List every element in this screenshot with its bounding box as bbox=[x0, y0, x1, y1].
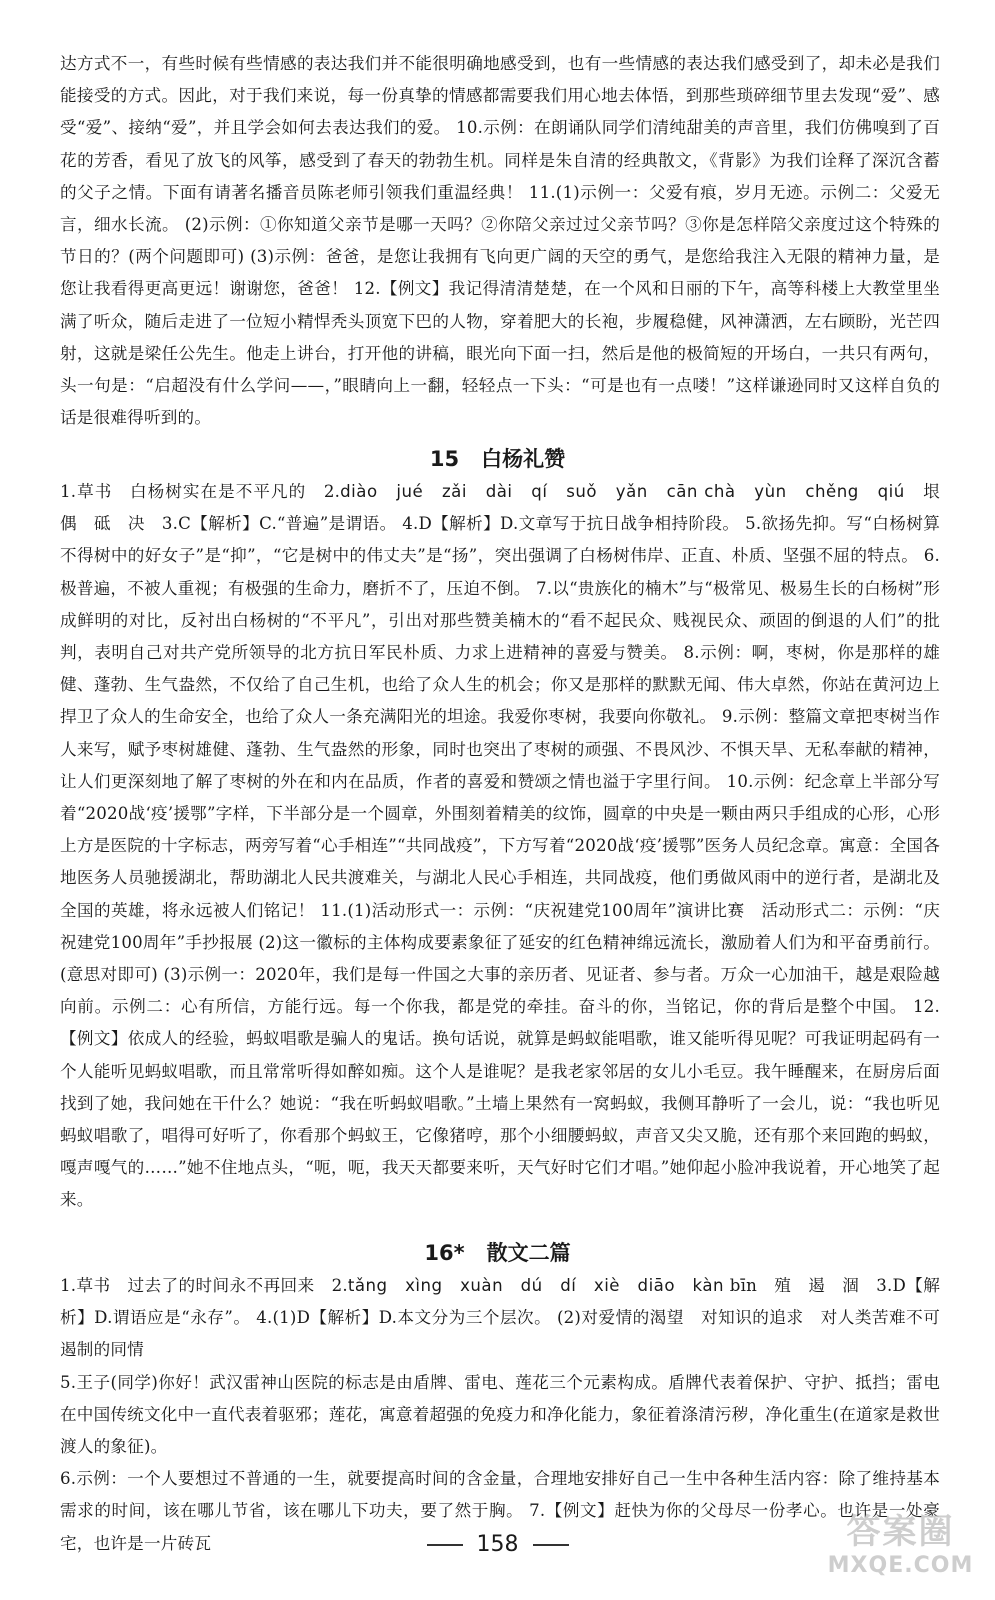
pinyin-16-a: tǎng xìng xuàn dú dí xiè diāo kàn bbox=[347, 1276, 725, 1295]
answer-text-16 bbox=[60, 1270, 940, 1367]
answer-text-15 bbox=[60, 476, 957, 1217]
answer-block-16 bbox=[60, 1270, 940, 1560]
section-number-15: 15 bbox=[429, 447, 460, 471]
answer-15-body: 垠 偶 砥 决 3.C【解析】C.“普遍”是谓语。 4.D【解析】D.文章写于抗日战争相持阶段。 5.欲扬先抑。写“白杨树算不得树中的好女子”是“抑”，“它是树中的伟丈夫”是“扬”，突出强调了白杨树伟岸、正直、朴质、坚强不屈的特点。 6.极普遍，不被人重视；有极强的生命力，磨折不了，压迫不倒。 7.以“贵族化的楠木”与“极常见、极易生长的白杨树”形成鲜明的对比，反衬出白杨树的“不平凡”，引出对那些赞美楠木的“看不起民众、贱视民众、顽固的倒退的人们”的批判，表明自己对共产党所领导的北方抗日军民朴质、力求上进精神的喜爱与赞美。 8.示例：啊，枣树，你是那样的雄健、蓬勃、生气盎然，不仅给了自己生机，也给了众人生的机会；你又是那样的默默无闻、伟大卓然，你站在黄河边上捍卫了众人的生命安全，也给了众人一条充满阳光的坦途。我爱你枣树，我要向你敬礼。 9.示例：整篇文章把枣树当作人来写，赋予枣树雄健、蓬勃、生气盎然的形象，同时也突出了枣树的顽强、不畏风沙、不惧天旱、无私奉献的精神，让人们更深刻地了解了枣树的外在和内在品质，作者的喜爱和赞颂之情也溢于字里行间。 10.示例：纪念章上半部分写着“2020战‘疫’援鄂”字样，下半部分是一个圆章，外围刻着精美的纹饰，圆章的中央是一颗由两只手组成的心形，心形上方是医院的十字标志，两旁写着“心手相连”“共同战疫”，下方写着“2020战‘疫’援鄂”医务人员纪念章。寓意：全国各地医务人员驰援湖北，帮助湖北人民共渡难关，与湖北人民心手相连，共同战疫，他们勇做风雨中的逆行者，是湖北及全国的英雄，将永远被人们铭记！ 11.(1)活动形式一：示例：“庆祝建党100周年”演讲比赛 活动形式二：示例：“庆祝建党100周年”手抄报展 (2)这一徽标的主体构成要素象征了延安的红色精神绵远流长，激励着人们为和平奋勇前行。(意思对即可) (3)示例一：2020年，我们是每一件国之大事的亲历者、见证者、参与者。万众一心加油干，越是艰险越向前。示例二：心有所信，方能行远。每一个你我，都是党的牵挂。奋斗的你，当铭记，你的背后是整个中国。 12.【例文】依成人的经验，蚂蚁唱歌是骗人的鬼话。换句话说，就算是蚂蚁能唱歌，谁又能听得见呢？可我证明起码有一个人能听见蚂蚁唱歌，而且常常听得如醉如痴。这个人是谁呢？是我老家邻居的女儿小毛豆。我午睡醒来，在厨房后面找到了她，我问她在干什么？她说：“我在听蚂蚁唱歌。”土墙上果然有一窝蚂蚁，我侧耳静听了一会儿，说：“我也听见蚂蚁唱歌了，唱得可好听了，你看那个蚂蚁王，它像猪哼，那个小细腰蚂蚁，声音又尖又脆，还有那个来回跑的蚂蚁，嘎声嘎气的……”她不住地点头，“呃，呃，我天天都要来听，天气好时它们才唱。”她仰起小脸冲我说着，开心地笑了起来。 bbox=[60, 482, 957, 1210]
pinyin-15-b: chà yùn chěng qiú bbox=[704, 482, 905, 501]
answer-block-15 bbox=[60, 476, 957, 1217]
watermark-logo bbox=[818, 1512, 983, 1590]
page-number-right-dash bbox=[533, 1544, 569, 1546]
pinyin-15-a: diào jué zǎi dài qí suǒ yǎn cān bbox=[340, 482, 698, 501]
section-title-15: 白杨礼赞 bbox=[481, 447, 566, 471]
answer-16-item5: 5.王子(同学)你好！武汉雷神山医院的标志是由盾牌、雷电、莲花三个元素构成。盾牌代表着保护、守护、抵挡；雷电在中国传统文化中一直代表着驱邪；莲花，寓意着超强的免疫力和净化能力，象征着涤清污秽，净化重生(在道家是救世渡人的象征)。 bbox=[60, 1372, 940, 1457]
page-number-text: 158 bbox=[476, 1532, 519, 1557]
watermark-top-text: 答案圈 bbox=[846, 1512, 955, 1552]
answer-15-line1: 1.草书 白杨树实在是不平凡的 2. bbox=[60, 482, 341, 501]
page-number-left-dash bbox=[427, 1544, 463, 1546]
section-number-16: 16* bbox=[424, 1241, 465, 1265]
watermark-bottom-text: MXQE.COM bbox=[827, 1553, 974, 1578]
answer-16-line1: 1.草书 过去了的时间永不再回来 2. bbox=[60, 1276, 348, 1295]
section-heading-16 bbox=[0, 1238, 995, 1268]
section-heading-15 bbox=[0, 444, 995, 474]
answer-block-top bbox=[60, 48, 940, 434]
answer-16-body: bīn 殖 遏 涸 3.D【解析】D.谓语应是“永存”。 4.(1)D【解析】D.本文分为三个层次。 (2)对爱情的渴望 对知识的追求 对人类苦难不可遏制的同情 bbox=[60, 1276, 941, 1360]
section-title-16: 散文二篇 bbox=[486, 1241, 571, 1265]
answer-text-top: 达方式不一，有些时候有些情感的表达我们并不能很明确地感受到，也有一些情感的表达我们感受到了，却未必是我们能接受的方式。因此，对于我们来说，每一份真挚的情感都需要我们用心地去体悟，到那些琐碎细节里去发现“爱”、感受“爱”、接纳“爱”，并且学会如何去表达我们的爱。 10.示例：在朗诵队同学们清纯甜美的声音里，我们仿佛嗅到了百花的芳香，看见了放飞的风筝，感受到了春天的勃勃生机。同样是朱自清的经典散文，《背影》为我们诠释了深沉含蓄的父子之情。下面有请著名播音员陈老师引领我们重温经典！ 11.(1)示例一：父爱有痕，岁月无迹。示例二：父爱无言，细水长流。 (2)示例：①你知道父亲节是哪一天吗？②你陪父亲过过父亲节吗？③你是怎样陪父亲度过这个特殊的节日的？(两个问题即可) (3)示例：爸爸，是您让我拥有飞向更广阔的天空的勇气，是您给我注入无限的精神力量，是您让我看得更高更远！谢谢您，爸爸！ 12.【例文】我记得清清楚楚，在一个风和日丽的下午，高等科楼上大教堂里坐满了听众，随后走进了一位短小精悍秃头顶宽下巴的人物，穿着肥大的长袍，步履稳健，风神潇洒，左右顾盼，光芒四射，这就是梁任公先生。他走上讲台，打开他的讲稿，眼光向下面一扫，然后是他的极简短的开场白，一共只有两句，头一句是：“启超没有什么学问——，”眼睛向上一翻，轻轻点一下头：“可是也有一点喽！”这样谦逊同时又这样自负的话是很难得听到的。 bbox=[60, 54, 940, 428]
answer-16-item6: 6.示例：一个人要想过不普通的一生，就要提高时间的含金量，合理地安排好自己一生中各种生活内容：除了维持基本需求的时间，该在哪儿节省，该在哪儿下功夫，要了然于胸。 7.【例文】赶快为你的父母尽一份孝心。也许是一处豪宅，也许是一片砖瓦 bbox=[60, 1469, 940, 1553]
